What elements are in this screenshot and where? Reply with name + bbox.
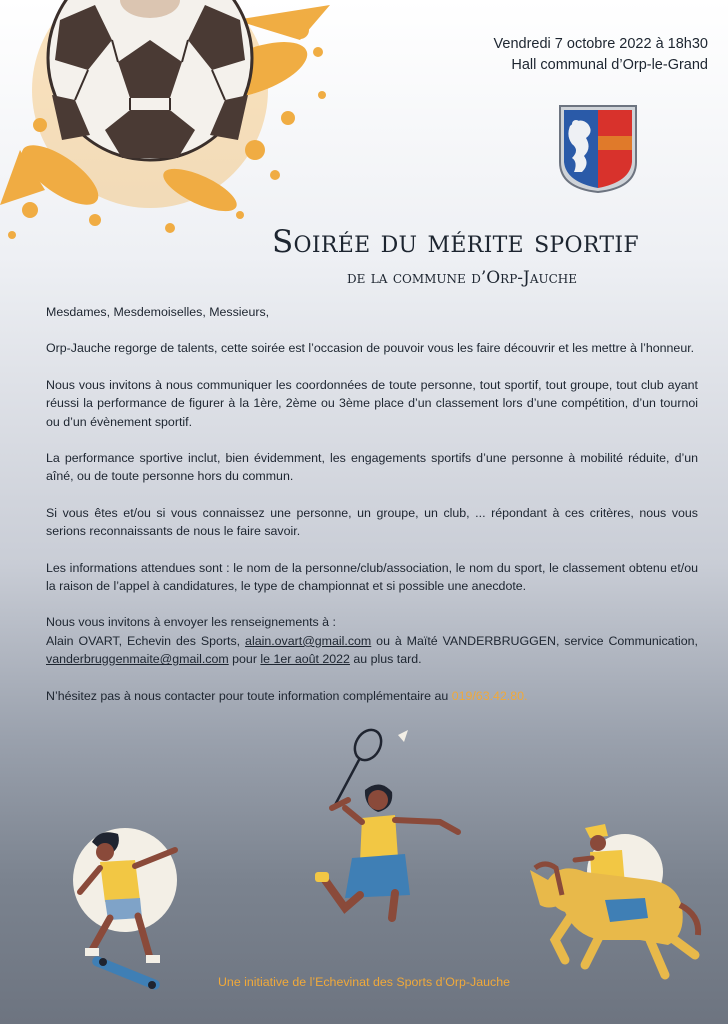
contacts-intro: Nous vous invitons à envoyer les renseignements à : — [46, 615, 336, 630]
paragraph-invitation: Nous vous invitons à nous communiquer les coordonnées de toute personne, tout sportif, tout groupe, tout club ayant réussi la performance de figurer à la 1ère, 2ème ou 3ème place d’un classement lors d’une compétition, d’un tournoi ou d’un évènement sportif. — [46, 377, 698, 429]
paragraph-phone — [46, 687, 698, 705]
paragraph-criteria: Si vous êtes et/ou si vous connaissez une personne, un groupe, un club, ... répondant à ces critères, nous vous serions reconnaissants de nous le faire savoir. — [46, 505, 698, 539]
contact-alain: Alain OVART, Echevin des Sports, — [46, 633, 246, 648]
footer-credit: Une initiative de l’Echevinat des Sports d’Orp-Jauche — [217, 975, 511, 989]
event-info — [494, 34, 708, 76]
page-subtitle: de la commune d’Orp-Jauche — [347, 268, 578, 288]
deadline-suffix: au plus tard. — [349, 652, 422, 667]
coat-of-arms-icon — [556, 102, 640, 194]
greeting: Mesdames, Mesdemoiselles, Messieurs, — [46, 305, 270, 319]
contact-maite: ou à Maïté VANDERBRUGGEN, service Communication, — [371, 633, 698, 648]
deadline-prefix: pour — [228, 652, 261, 667]
email-link-alain[interactable]: alain.ovart@gmail.com — [245, 633, 372, 648]
phone-prefix: N’hésitez pas à nous contacter pour toute information complémentaire au — [46, 688, 452, 703]
deadline-date: le 1er août 2022 — [260, 652, 350, 667]
skateboarder-icon — [73, 828, 177, 991]
paragraph-contacts — [46, 613, 698, 668]
event-date: Vendredi 7 octobre 2022 à 18h30 — [493, 36, 708, 52]
email-link-maite[interactable]: vanderbruggenmaite@gmail.com — [46, 652, 229, 667]
letter-body — [46, 303, 698, 723]
athletes-illustration — [0, 720, 728, 1010]
event-venue: Hall communal d’Orp-le-Grand — [511, 57, 708, 73]
paragraph-intro: Orp-Jauche regorge de talents, cette soirée est l’occasion de pouvoir vous les faire découvrir et les mettre à l’honneur. — [46, 341, 695, 356]
paragraph-information: Les informations attendues sont : le nom de la personne/club/association, le nom du sport, le classement obtenu et/ou la raison de l’appel à candidatures, le type de championnat et si possible une anecdote. — [46, 560, 698, 594]
paragraph-performance: La performance sportive inclut, bien évidemment, les engagements sportifs d’une personne à mobilité réduite, d’un aîné, ou de toute personne hors du commun. — [46, 451, 698, 484]
polo-rider-icon — [530, 824, 698, 975]
badminton-player-icon — [315, 725, 458, 918]
soccer-ball-icon — [0, 0, 340, 250]
phone-number: 019/63.42.80. — [451, 688, 528, 703]
page-title: Soirée du mérite sportif — [272, 224, 639, 260]
